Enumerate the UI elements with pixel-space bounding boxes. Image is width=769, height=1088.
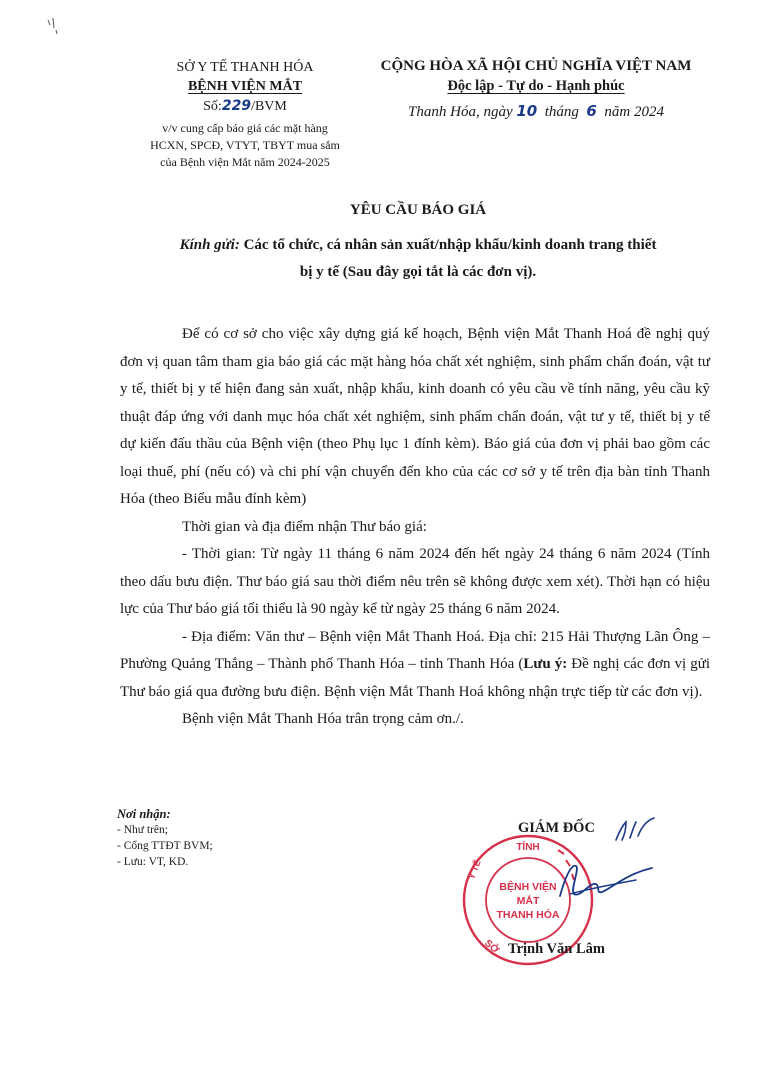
date-day: 10 <box>516 102 538 120</box>
recipient-item: - Lưu: VT, KD. <box>117 856 189 868</box>
handwritten-signature-icon <box>540 854 660 914</box>
stamp-ring-bottom: SỞ <box>482 937 501 957</box>
greeting-line-2: bị y tế (Sau đây gọi tắt là các đơn vị). <box>299 264 537 280</box>
document-number <box>120 97 370 116</box>
stamp-center-line-3: THANH HÓA <box>496 909 560 921</box>
stamp-ring-left: Y TẾ <box>466 858 483 881</box>
body-paragraph-purpose: Để có cơ sở cho việc xây dựng giá kế hoạch, Bệnh viện Mắt Thanh Hoá đề nghị quý đơn vị quan tâm tham gia báo giá các mặt hàng hóa chất xét nghiệm, sinh phẩm chẩn đoán, vật tư y tế, thiết bị y tế hiện đang sản xuất, nhập khẩu, kinh doanh có yêu cầu về tính năng, yêu cầu kỹ thuật đáp ứng với danh mục hóa chất xét nghiệm, sinh phẩm chẩn đoán, vật tư y tế, thiết bị y tế dự kiến đấu thầu của Bệnh viện (theo Phụ lục 1 đính kèm). Báo giá của đơn vị phải bao gồm các loại thuế, phí (nếu có) và chi phí vận chuyển đến kho của các cơ sở y tế trên địa bàn tỉnh Thanh Hóa (theo Biểu mẫu đính kèm) <box>120 326 710 507</box>
body-paragraph-time: - Thời gian: Từ ngày 11 tháng 6 năm 2024 đến hết ngày 24 tháng 6 năm 2024 (Tính theo dấu bưu điện. Thư báo giá sau thời điểm nêu trên sẽ không được xem xét). Thời hạn có hiệu lực của Thư báo giá tối thiểu là 90 ngày kể từ ngày 25 tháng 6 năm 2024. <box>120 546 710 617</box>
body-paragraph-location <box>120 624 710 707</box>
location-text: - Địa điểm: Văn thư – Bệnh viện Mắt Thanh Hoá. Địa chỉ: 215 Hải Thượng Lãn Ông – Phường Quảng Thắng – Thành phố Thanh Hóa – tỉnh Thanh Hóa ( <box>120 628 710 672</box>
date-year: năm 2024 <box>604 104 664 120</box>
number-prefix: Số: <box>203 99 222 114</box>
document-date <box>356 98 716 125</box>
greeting-line-1 <box>120 232 716 259</box>
date-month: 6 <box>586 102 597 120</box>
recipient-item: - Như trên; <box>117 824 168 836</box>
subject-line: HCXN, SPCĐ, VTYT, TBYT mua sắm <box>150 138 340 152</box>
scan-artifact-icon <box>44 16 64 36</box>
subject-line: v/v cung cấp báo giá các mặt hàng <box>162 121 328 135</box>
document-title: YÊU CẦU BÁO GIÁ <box>349 202 487 218</box>
note-label: Lưu ý: <box>523 656 568 672</box>
signer-title: GIÁM ĐỐC <box>518 820 595 836</box>
stamp-center-line-2: MẮT <box>516 895 540 907</box>
subject-text <box>120 120 370 171</box>
document-body <box>120 321 710 734</box>
recipients-block <box>117 806 317 870</box>
stamp-center-line-1: BỆNH VIỆN <box>499 881 557 893</box>
greeting-lead: Kính gửi: <box>179 237 240 253</box>
stamp-top-text: TỈNH <box>516 842 540 853</box>
body-paragraph-schedule-intro: Thời gian và địa điểm nhận Thư báo giá: <box>182 518 427 535</box>
subject-line: của Bệnh viện Mắt năm 2024-2025 <box>160 155 330 169</box>
greeting <box>120 232 716 286</box>
greeting-text-1: Các tổ chức, cá nhân sản xuất/nhập khẩu/kinh doanh trang thiết <box>239 237 657 253</box>
national-motto: Độc lập - Tự do - Hạnh phúc <box>447 78 625 94</box>
body-paragraph-thanks: Bệnh viện Mắt Thanh Hóa trân trọng cảm ơn./. <box>182 711 464 727</box>
date-month-label: tháng <box>544 104 579 120</box>
hospital-name: BỆNH VIỆN MẮT <box>187 79 303 94</box>
note-text: Đề nghị các đơn vị gửi Thư báo giá qua đường bưu điện. Bệnh viện Mắt Thanh Hoá không nhận trực tiếp từ các đơn vị). <box>120 656 711 700</box>
number-handwritten: 229 <box>221 98 252 114</box>
signer-name: Trịnh Văn Lâm <box>508 941 605 957</box>
department-name: SỞ Y TẾ THANH HÓA <box>176 60 314 75</box>
recipient-item: - Cổng TTĐT BVM; <box>117 840 213 852</box>
number-suffix: /BVM <box>251 99 287 114</box>
initial-mark-icon <box>612 816 658 846</box>
issuer-block <box>120 58 370 171</box>
national-header <box>356 56 716 125</box>
date-place: Thanh Hóa, ngày <box>408 104 513 120</box>
recipients-label: Nơi nhận: <box>117 807 171 821</box>
nation-name: CỘNG HÒA XÃ HỘI CHỦ NGHĨA VIỆT NAM <box>380 58 692 74</box>
